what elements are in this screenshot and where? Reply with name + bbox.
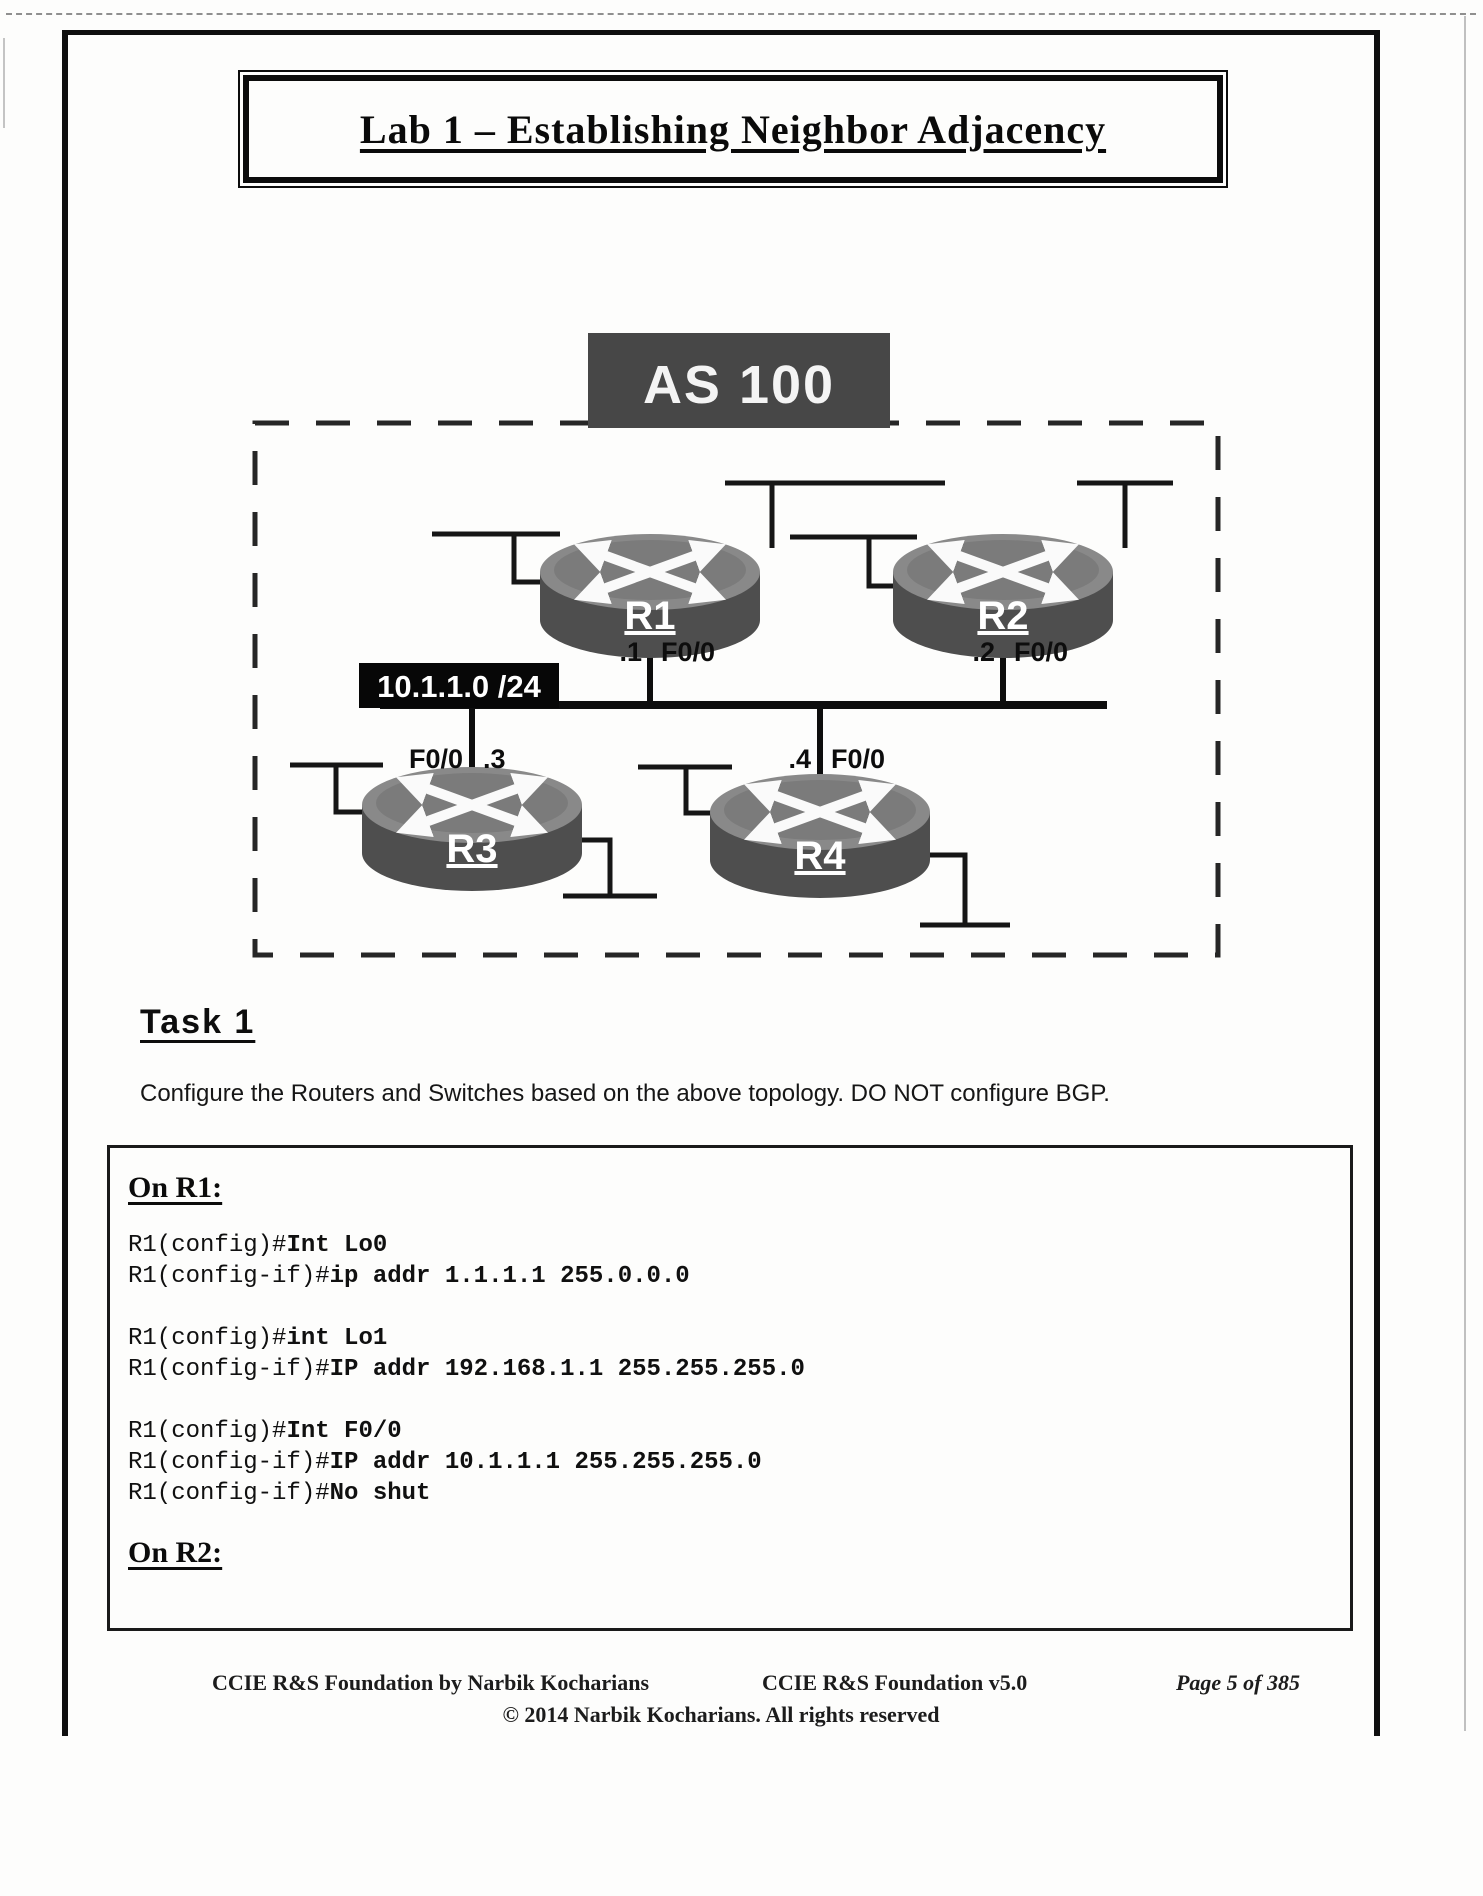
cli-prompt: R1(config-if)#: [128, 1480, 330, 1507]
footer-author: CCIE R&S Foundation by Narbik Kocharians: [212, 1670, 650, 1695]
blank-line: [128, 1292, 1330, 1323]
title-box-inner-border: [243, 75, 1223, 183]
cli-command: IP addr 192.168.1.1 255.255.255.0: [329, 1356, 805, 1383]
footer-line-1: [62, 1670, 1380, 1700]
config-heading-r1: On R1:: [128, 1171, 223, 1204]
cli-command: int Lo1: [286, 1325, 388, 1352]
router-name-r1: R1: [624, 594, 676, 638]
footer-version: CCIE R&S Foundation v5.0: [762, 1670, 1028, 1695]
iface-label-r4-ip: .4: [788, 744, 811, 774]
iface-label-r1-port: F0/0: [661, 637, 716, 667]
task-heading: Task 1: [140, 1003, 256, 1041]
cli-prompt: R1(config-if)#: [128, 1356, 330, 1383]
iface-label-r3-port: F0/0: [408, 744, 463, 774]
cli-command: ip addr 1.1.1.1 255.0.0.0: [329, 1263, 690, 1290]
config-line: [128, 1447, 1330, 1478]
iface-label-r2-port: F0/0: [1014, 637, 1069, 667]
scan-artifact-left-line: [3, 38, 5, 128]
blank-line: [128, 1385, 1330, 1416]
cli-prompt: R1(config)#: [128, 1325, 287, 1352]
config-code-box: [107, 1145, 1353, 1631]
cli-prompt: R1(config-if)#: [128, 1263, 330, 1290]
config-line: [128, 1261, 1330, 1292]
network-label: 10.1.1.0 /24: [377, 669, 541, 704]
cli-prompt: R1(config)#: [128, 1418, 287, 1445]
scan-artifact-top-line: [6, 13, 1476, 15]
router-name-r4: R4: [794, 834, 846, 878]
config-line: [128, 1230, 1330, 1261]
config-line: [128, 1323, 1330, 1354]
router-name-r2: R2: [977, 594, 1029, 638]
iface-label-r2-ip: .2: [972, 637, 995, 667]
cli-command: Int F0/0: [286, 1418, 402, 1445]
cli-command: No shut: [329, 1480, 431, 1507]
config-heading-r2: On R2:: [128, 1536, 223, 1569]
task-description: Configure the Routers and Switches based on the above topology. DO NOT configure BGP.: [140, 1080, 1110, 1107]
router-name-r3: R3: [446, 827, 498, 871]
config-line: [128, 1416, 1330, 1447]
footer-page-number: Page 5 of 385: [1175, 1670, 1300, 1695]
iface-label-r3-ip: .3: [483, 744, 506, 774]
page-footer: [62, 1670, 1380, 1728]
config-line: [128, 1478, 1330, 1509]
network-topology-diagram: [0, 270, 1483, 980]
cli-prompt: R1(config-if)#: [128, 1449, 330, 1476]
config-line: [128, 1354, 1330, 1385]
title-box: [238, 70, 1228, 188]
as-label: AS 100: [642, 355, 836, 415]
page-title: Lab 1 – Establishing Neighbor Adjacency: [359, 106, 1107, 152]
cli-command: Int Lo0: [286, 1232, 388, 1259]
iface-label-r4-port: F0/0: [831, 744, 886, 774]
cli-command: IP addr 10.1.1.1 255.255.255.0: [329, 1449, 762, 1476]
footer-copyright: © 2014 Narbik Kocharians. All rights reserved: [502, 1702, 940, 1727]
iface-label-r1-ip: .1: [619, 637, 642, 667]
cli-prompt: R1(config)#: [128, 1232, 287, 1259]
